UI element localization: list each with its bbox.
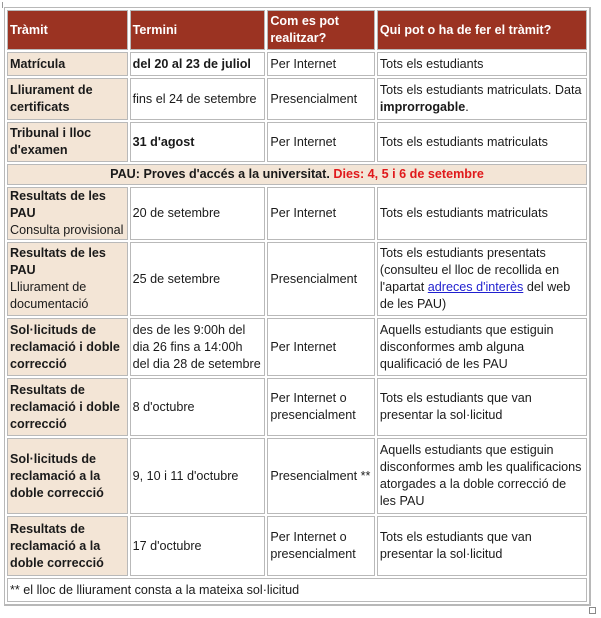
cell-qui: Aquells estudiants que estiguin disconformes amb les qualificacions atorgades a la doble correcció de les PAU xyxy=(377,438,587,514)
cell-com: Presencialment xyxy=(267,78,375,120)
text-cursor-mark xyxy=(2,2,3,8)
cell-termini: 8 d'octubre xyxy=(130,378,266,436)
resize-handle-icon[interactable] xyxy=(589,607,596,614)
table-row xyxy=(7,52,587,76)
cell-tramit: Tribunal i lloc d'examen xyxy=(7,122,128,162)
cell-qui: Tots els estudiants matriculats xyxy=(377,122,587,162)
header-qui-pot: Qui pot o ha de fer el tràmit? xyxy=(377,10,587,50)
table-row xyxy=(7,242,587,316)
cell-com: Per Internet xyxy=(267,187,375,240)
cell-qui: Tots els estudiants que van presentar la sol·licitud xyxy=(377,516,587,576)
cell-qui: Tots els estudiants xyxy=(377,52,587,76)
cell-termini: des de les 9:00h del dia 26 fins a 14:00h del dia 28 de setembre xyxy=(130,318,266,376)
tramit-subtitle: Lliurament de documentació xyxy=(10,280,89,311)
tramit-title: Resultats de les PAU xyxy=(10,246,106,277)
cell-com: Presencialment ** xyxy=(267,438,375,514)
qui-text-end: del web de les PAU) xyxy=(379,280,571,311)
cell-termini: 31 d'agost xyxy=(130,122,266,162)
cell-qui: Tots els estudiants que van presentar la sol·licitud xyxy=(377,378,587,436)
table-row xyxy=(7,122,587,162)
footnote-row xyxy=(7,578,587,602)
table-row xyxy=(7,516,587,576)
qui-text: Tots els estudiants presentats (consulteu el lloc de recollida en l'apartat xyxy=(379,246,560,294)
cell-termini: 25 de setembre xyxy=(130,242,266,316)
cell-tramit xyxy=(7,242,128,316)
cell-com: Per Internet o presencialment xyxy=(267,378,375,436)
cell-tramit: Lliurament de certificats xyxy=(7,78,128,120)
section-highlight: Dies: 4, 5 i 6 de setembre xyxy=(333,167,484,181)
header-com-es-pot: Com es pot realitzar? xyxy=(267,10,375,50)
cell-tramit: Resultats de reclamació i doble correcció xyxy=(7,378,128,436)
section-title: PAU: Proves d'accés a la universitat. xyxy=(110,167,330,181)
cell-com: Per Internet o presencialment xyxy=(267,516,375,576)
section-pau-title xyxy=(7,164,587,185)
adreces-interes-link[interactable]: adreces d'interès xyxy=(427,280,524,294)
cell-termini: 9, 10 i 11 d'octubre xyxy=(130,438,266,514)
cell-tramit xyxy=(7,187,128,240)
cell-termini: 20 de setembre xyxy=(130,187,266,240)
table-row xyxy=(7,187,587,240)
table-row xyxy=(7,78,587,120)
header-termini: Termini xyxy=(130,10,266,50)
cell-com: Presencialment xyxy=(267,242,375,316)
table-header-row xyxy=(7,10,587,50)
cell-tramit: Sol·licituds de reclamació i doble correcció xyxy=(7,318,128,376)
cell-termini: fins el 24 de setembre xyxy=(130,78,266,120)
cell-com: Per Internet xyxy=(267,122,375,162)
cell-tramit: Sol·licituds de reclamació a la doble correcció xyxy=(7,438,128,514)
qui-end-text: . xyxy=(465,100,469,114)
cell-com: Per Internet xyxy=(267,52,375,76)
qui-bold-text: improrrogable xyxy=(379,100,466,114)
tramit-subtitle: Consulta provisional xyxy=(10,223,124,237)
qui-text: Tots els estudiants matriculats. Data xyxy=(379,83,582,97)
cell-com: Per Internet xyxy=(267,318,375,376)
cell-qui xyxy=(377,242,587,316)
footnote: ** el lloc de lliurament consta a la mateixa sol·licitud xyxy=(7,578,587,602)
cell-termini: 17 d'octubre xyxy=(130,516,266,576)
cell-qui: Tots els estudiants matriculats xyxy=(377,187,587,240)
cell-tramit: Matrícula xyxy=(7,52,128,76)
cell-qui: Aquells estudiants que estiguin disconformes amb alguna qualificació de les PAU xyxy=(377,318,587,376)
section-row xyxy=(7,164,587,185)
table-row xyxy=(7,318,587,376)
cell-qui xyxy=(377,78,587,120)
table-row xyxy=(7,438,587,514)
tramit-title: Resultats de les PAU xyxy=(10,189,106,220)
cell-tramit: Resultats de reclamació a la doble correcció xyxy=(7,516,128,576)
table-row xyxy=(7,378,587,436)
header-tramit: Tràmit xyxy=(7,10,128,50)
tramits-table xyxy=(4,7,591,606)
cell-termini: del 20 al 23 de juliol xyxy=(130,52,266,76)
